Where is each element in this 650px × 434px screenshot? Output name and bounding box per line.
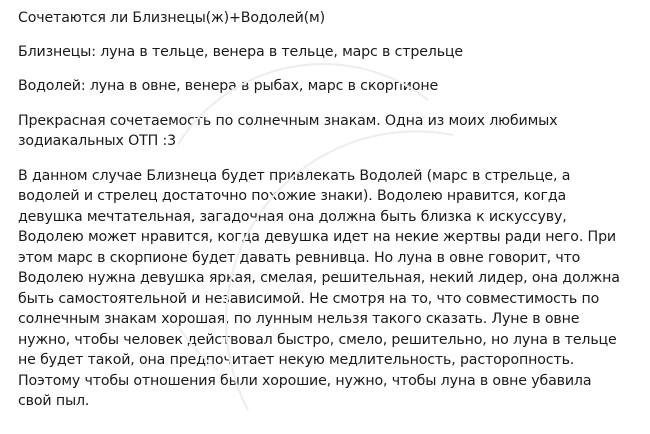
document-body [18,8,643,412]
document-title: Сочетаются ли Близнецы(ж)+Водолей(м) [18,10,325,26]
analysis-paragraph [18,166,643,412]
paragraph-line: нужно, чтобы человек действовал быстро, смело, решительно, но луна в тельце [18,331,617,348]
gemini-placements: Близнецы: луна в тельце, венера в тельце, марс в стрельце [18,43,464,60]
paragraph-line: зодиакальных ОТП :3 [18,133,176,149]
spacer [18,152,643,166]
compatibility-paragraph [18,111,643,152]
paragraph-line: быть самостоятельной и независимой. Не смотря на то, что совместимость по [18,290,600,307]
spacer [18,62,643,76]
paragraph-line: солнечным знакам хорошая, по лунным нельзя такого сказать. Луне в овне [18,311,580,327]
paragraph-line: Поэтому чтобы отношения были хорошие, нужно, чтобы луна в овне убавила [18,372,592,389]
spacer [18,29,643,42]
paragraph-line: не будет такой, она предпочитает некую медлительность, расторопность. [18,352,575,368]
paragraph-line: девушка мечтательная, загадочная она должна быть близка к искуссуву, [18,208,567,225]
spacer [18,97,643,111]
aquarius-placements: Водолей: луна в овне, венера в рыбах, марс в скорпионе [18,78,439,94]
paragraph-line: свой пыл. [18,393,90,409]
paragraph-line: Прекрасная сочетаемость по солнечным знакам. Одна из моих любимых [18,112,558,129]
paragraph-line: Водолею может нравится, когда девушка идет на некие жертвы ради него. При [18,229,617,245]
paragraph-line: водолей и стрелец достаточно похожие знаки). Водолею нравится, когда [18,188,567,204]
paragraph-line: Водолею нужна девушка яркая, смелая, решительная, некий лидер, она должна [18,270,620,286]
paragraph-line: этом марс в скорпионе будет давать ревнивца. Но луна в овне говорит, что [18,249,581,266]
paragraph-line: В данном случае Близнеца будет привлекать Водолей (марс в стрельце, а [18,167,571,184]
